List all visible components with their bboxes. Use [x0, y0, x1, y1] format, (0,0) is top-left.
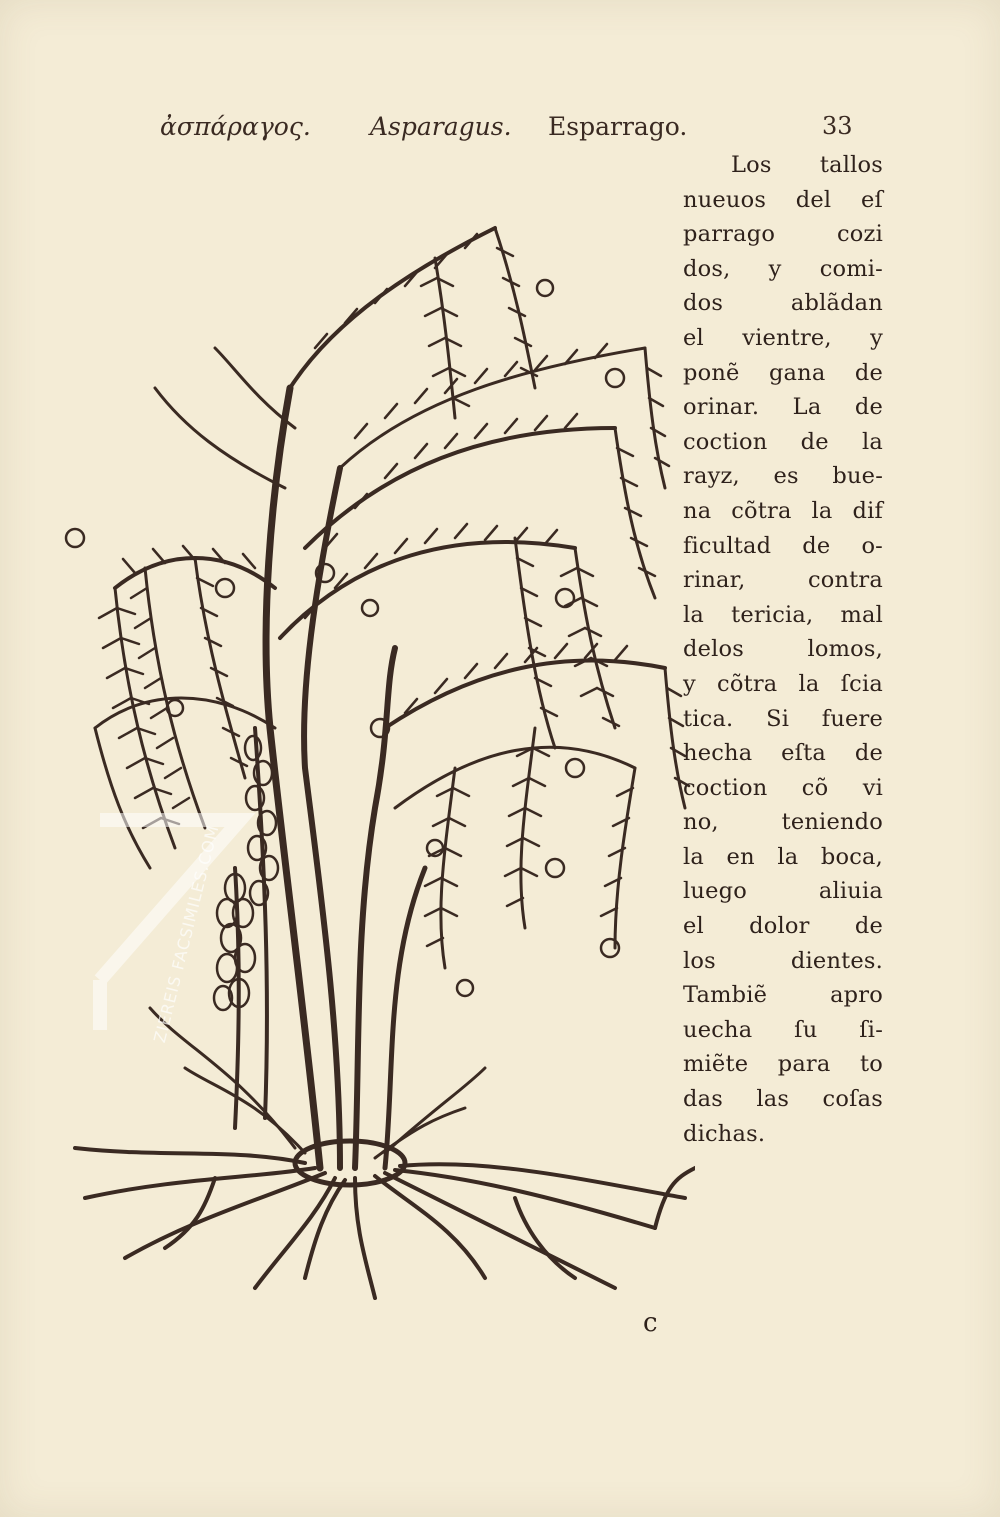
- text-line: no, teniendo: [683, 809, 883, 836]
- text-line: ponẽ gana de: [683, 359, 883, 386]
- text-line: das las coſas: [683, 1086, 883, 1113]
- text-line: luego aliuia: [683, 878, 883, 905]
- text-line: delos lomos,: [683, 636, 883, 663]
- text-line: miẽte para to: [683, 1051, 883, 1078]
- text-line: rinar, contra: [683, 567, 883, 594]
- text-line: parrago cozi: [683, 221, 883, 248]
- text-line: la tericia, mal: [683, 601, 883, 628]
- text-line: coction cõ vi: [683, 774, 883, 801]
- watermark-text: ZIEREIS FACSIMILES.COM: [150, 822, 223, 1045]
- body-text-column: [683, 148, 883, 1151]
- page-header: [0, 112, 1000, 152]
- signature-mark: c: [643, 1308, 658, 1338]
- text-line: la en la boca,: [683, 843, 883, 870]
- text-line: y cõtra la ſcia: [683, 670, 883, 697]
- page-number: 33: [822, 112, 853, 140]
- text-line: el dolor de: [683, 913, 883, 940]
- text-line: na cõtra la dif: [683, 497, 883, 524]
- text-line: nueuos del eſ: [683, 186, 883, 213]
- text-line: dichas.: [683, 1120, 766, 1147]
- text-line: rayz, es bue-: [683, 463, 883, 490]
- text-line: el vientre, y: [683, 324, 883, 351]
- text-line: hecha eſta de: [683, 740, 883, 767]
- asparagus-woodcut-illustration: [55, 168, 695, 1308]
- greek-plant-name: ἀσπάραγος.: [160, 112, 311, 141]
- spanish-plant-name: Esparrago.: [548, 112, 688, 141]
- text-line: ficultad de o-: [683, 532, 883, 559]
- text-line: coction de la: [683, 428, 883, 455]
- text-line: dos, y comi-: [683, 255, 883, 282]
- text-line: uecha ſu ſi-: [683, 1016, 883, 1043]
- text-line: orinar. La de: [683, 394, 883, 421]
- text-line: Los tallos: [731, 152, 883, 178]
- latin-plant-name: Asparagus.: [370, 112, 512, 141]
- text-line: Tambiẽ apro: [683, 982, 883, 1009]
- text-line: los dientes.: [683, 947, 883, 974]
- text-line: dos ablãdan: [683, 290, 883, 317]
- text-line: tica. Si fuere: [683, 705, 883, 732]
